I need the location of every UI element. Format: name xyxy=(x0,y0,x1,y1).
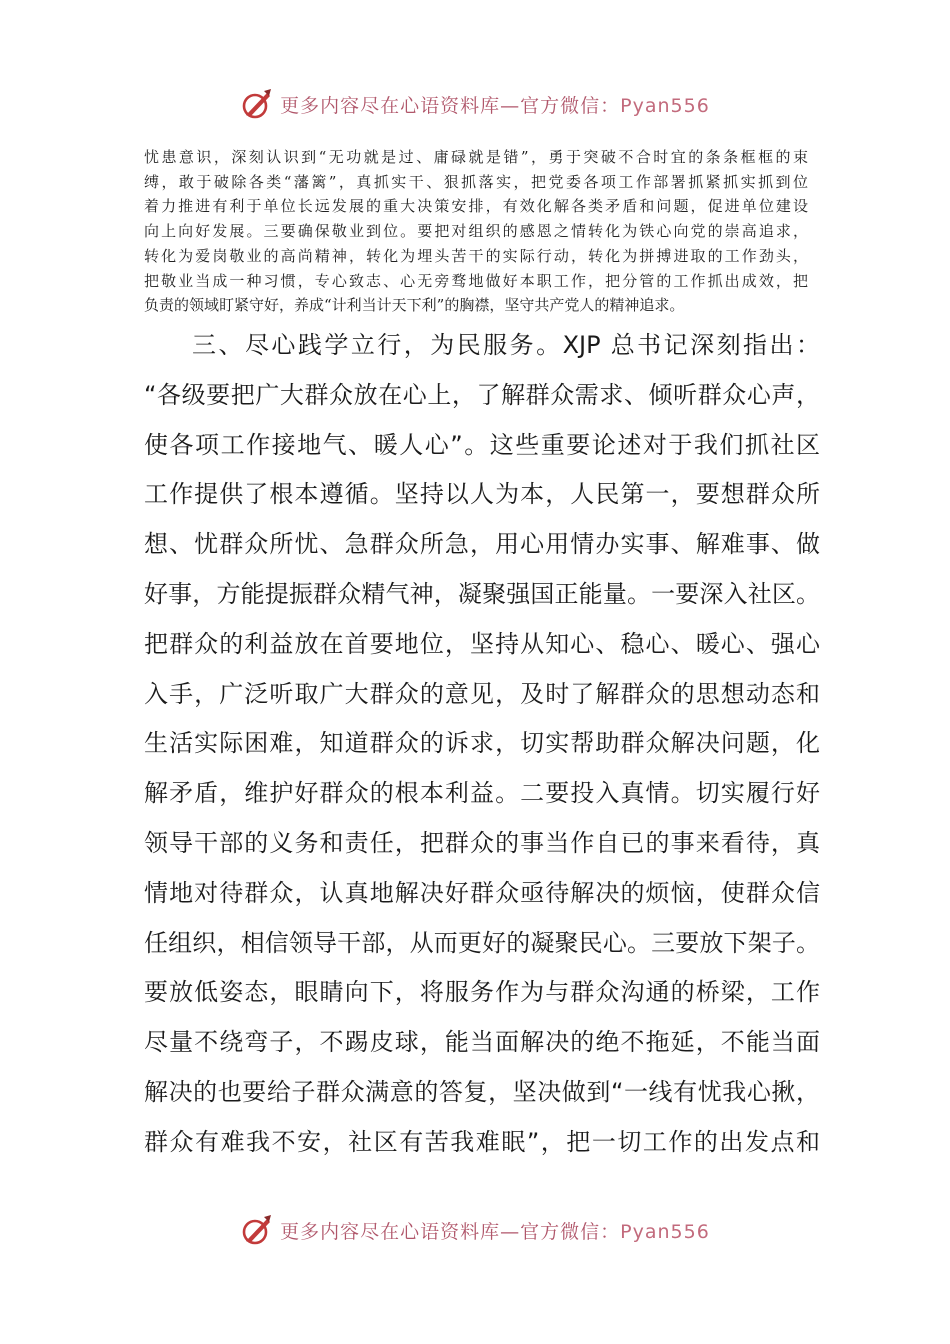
previous-paragraph-line: 着力推进有利于单位长远发展的重大决策安排，有效化解各类矛盾和问题，促进单位建设 xyxy=(144,197,808,216)
section-three-heading-line: 三、尽心践学立行，为民服务。XJP 总书记深刻指出： xyxy=(192,331,820,359)
section-three-line: 工作提供了根本遵循。坚持以人为本，人民第一，要想群众所 xyxy=(144,480,820,509)
header-watermark-banner xyxy=(0,82,950,126)
section-three-line: 好事，方能提振群众精气神，凝聚强国正能量。一要深入社区。 xyxy=(144,579,820,608)
previous-paragraph-line: 向上向好发展。三要确保敬业到位。要把对组织的感恩之情转化为铁心向党的崇高追求， xyxy=(144,222,808,241)
section-three-line: 生活实际困难，知道群众的诉求，切实帮助群众解决问题，化 xyxy=(144,729,820,758)
section-three-line: 想、忧群众所忧、急群众所急，用心用情办实事、解难事、做 xyxy=(144,530,820,559)
section-three-line: 领导干部的义务和责任，把群众的事当作自已的事来看待，真 xyxy=(144,828,820,857)
section-three-line: 尽量不绕弯子，不踢皮球，能当面解决的绝不拖延，不能当面 xyxy=(144,1028,820,1057)
section-three-paragraph xyxy=(144,321,820,1168)
section-three-line: 解矛盾，维护好群众的根本利益。二要投入真情。切实履行好 xyxy=(144,779,820,808)
header-wechat-id: Pyan556 xyxy=(620,94,710,117)
previous-paragraph-line: 忧患意识，深刻认识到“无功就是过、庸碌就是错”，勇于突破不合时宜的条条框框的束 xyxy=(144,148,808,166)
section-three-line: 任组织，相信领导干部，从而更好的凝聚民心。三要放下架子。 xyxy=(144,928,820,957)
section-three-line: 要放低姿态，眼睛向下，将服务作为与群众沟通的桥梁，工作 xyxy=(144,978,820,1007)
section-three-line: 解决的也要给子群众满意的答复，坚决做到“一线有忧我心揪， xyxy=(144,1077,820,1106)
section-three-line: 情地对待群众，认真地解决好群众亟待解决的烦恼，使群众信 xyxy=(144,878,820,907)
header-banner-text: 更多内容尽在心语资料库—官方微信： xyxy=(280,94,621,117)
quill-logo-icon xyxy=(240,1213,274,1247)
previous-paragraph xyxy=(144,145,808,318)
previous-paragraph-line: 把敬业当成一种习惯，专心致志、心无旁骛地做好本职工作，把分管的工作抓出成效，把 xyxy=(144,271,808,290)
section-three-line: 使各项工作接地气、暖人心”。这些重要论述对于我们抓社区 xyxy=(144,430,820,459)
previous-paragraph-line: 转化为爱岗敬业的高尚精神，转化为埋头苦干的实际行动，转化为拼搏进取的工作劲头， xyxy=(144,246,808,265)
section-three-line: 把群众的利益放在首要地位，坚持从知心、稳心、暖心、强心 xyxy=(144,629,820,658)
section-three-line: 群众有难我不安，社区有苦我难眠”，把一切工作的出发点和 xyxy=(144,1127,820,1156)
previous-paragraph-line: 负责的领域盯紧守好，养成“计利当计天下利”的胸襟，坚守共产党人的精神追求。 xyxy=(144,296,685,315)
quill-logo-icon xyxy=(240,87,274,121)
footer-watermark-banner xyxy=(0,1208,950,1252)
section-three-line: 入手，广泛听取广大群众的意见，及时了解群众的思想动态和 xyxy=(144,679,820,708)
footer-banner-text: 更多内容尽在心语资料库—官方微信： xyxy=(280,1220,621,1243)
section-three-line: “各级要把广大群众放在心上，了解群众需求、倾听群众心声， xyxy=(144,380,820,409)
footer-wechat-id: Pyan556 xyxy=(620,1220,710,1243)
previous-paragraph-line: 缚，敢于破除各类“藩篱”，真抓实干、狠抓落实，把党委各项工作部署抓紧抓实抓到位 xyxy=(144,172,808,191)
